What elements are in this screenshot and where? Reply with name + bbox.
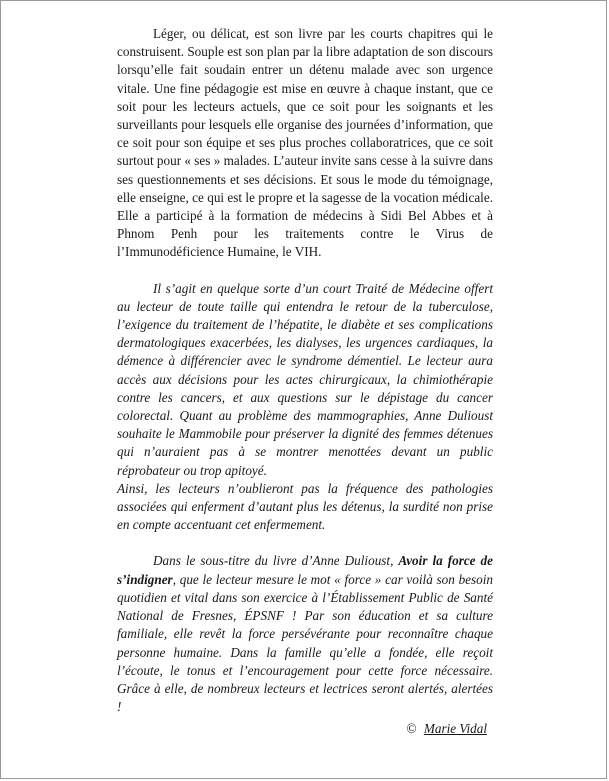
copyright-symbol: © xyxy=(406,721,417,737)
paragraph-subtitle-force xyxy=(117,552,493,716)
article-body xyxy=(117,25,493,738)
subtitle-intro-text: Dans le sous-titre du livre d’Anne Dulioust, xyxy=(153,553,399,569)
paragraph-book-description: Léger, ou délicat, est son livre par les courts chapitres qui le construisent. Souple est son plan par la libre adaptation de son discours lorsqu’elle fait soudain entrer un détenu malade avec son urgence vitale. Une fine pédagogie est mise en œuvre à chaque instant, que ce soit pour les lecteurs actuels, que ce soit pour les soignants et les surveillants pour lesquels elle organise des journées d’information, que ce soit pour son équipe et ses plus proches collaboratrices, que ce soit surtout pour « ses » malades. L’auteur invite sans cesse à la suivre dans ses questionnements et ses décisions. Et sous le mode du témoignage, elle enseigne, ce qui est le propre et la sagesse de la vocation médicale. Elle a participé à la formation de médecins à Sidi Bel Abbes et à Phnom Penh pour les traitements contre le Virus de l’Immunodéficience Humaine, le VIH. xyxy=(117,26,493,260)
signature xyxy=(117,720,493,738)
author-name: Marie Vidal xyxy=(423,721,487,737)
paragraph-medical-treatise: Il s’agit en quelque sorte d’un court Traité de Médecine offert au lecteur de toute taille qui entendra le retour de la tuberculose, l’exigence du traitement de l’hépatite, le diabète et ses complications dermatologiques exacerbées, les dialyses, les urgences cardiaques, la démence à différencier avec le syndrome démentiel. Le lecteur aura accès aux décisions pour les actes chirurgicaux, la chimiothérapie contre les cancers, et aux questions sur le dépistage du cancer colorectal. Quant au problème des mammographies, Anne Dulioust souhaite le Mammobile pour préserver la dignité des femmes détenues qui n’auraient pas à se montrer menottées devant un public réprobateur ou trop apitoyé. xyxy=(117,280,493,478)
subtitle-continuation-text: , que le lecteur mesure le mot « force » car voilà son besoin quotidien et vital dans son exercice à l’Établissement Public de Santé National de Fresnes, ÉPSNF ! Par son éducation et sa culture familiale, elle revêt la force persévérante pour reconnaître chaque personne humaine. Dans la famille qu’elle a fondée, elle reçoit l’écoute, le tonus et l’encouragement pour cette force nécessaire. Grâce à elle, de nombreux lecteurs et lectrices seront alertés, alertées ! xyxy=(117,571,493,715)
paragraph-associated-pathologies: Ainsi, les lecteurs n’oublieront pas la fréquence des pathologies associées qui enferment d’autant plus les détenus, la surdité non prise en compte accentuant cet enfermement. xyxy=(117,480,493,533)
book-subtitle: Avoir la force de s’indigner xyxy=(117,553,493,587)
